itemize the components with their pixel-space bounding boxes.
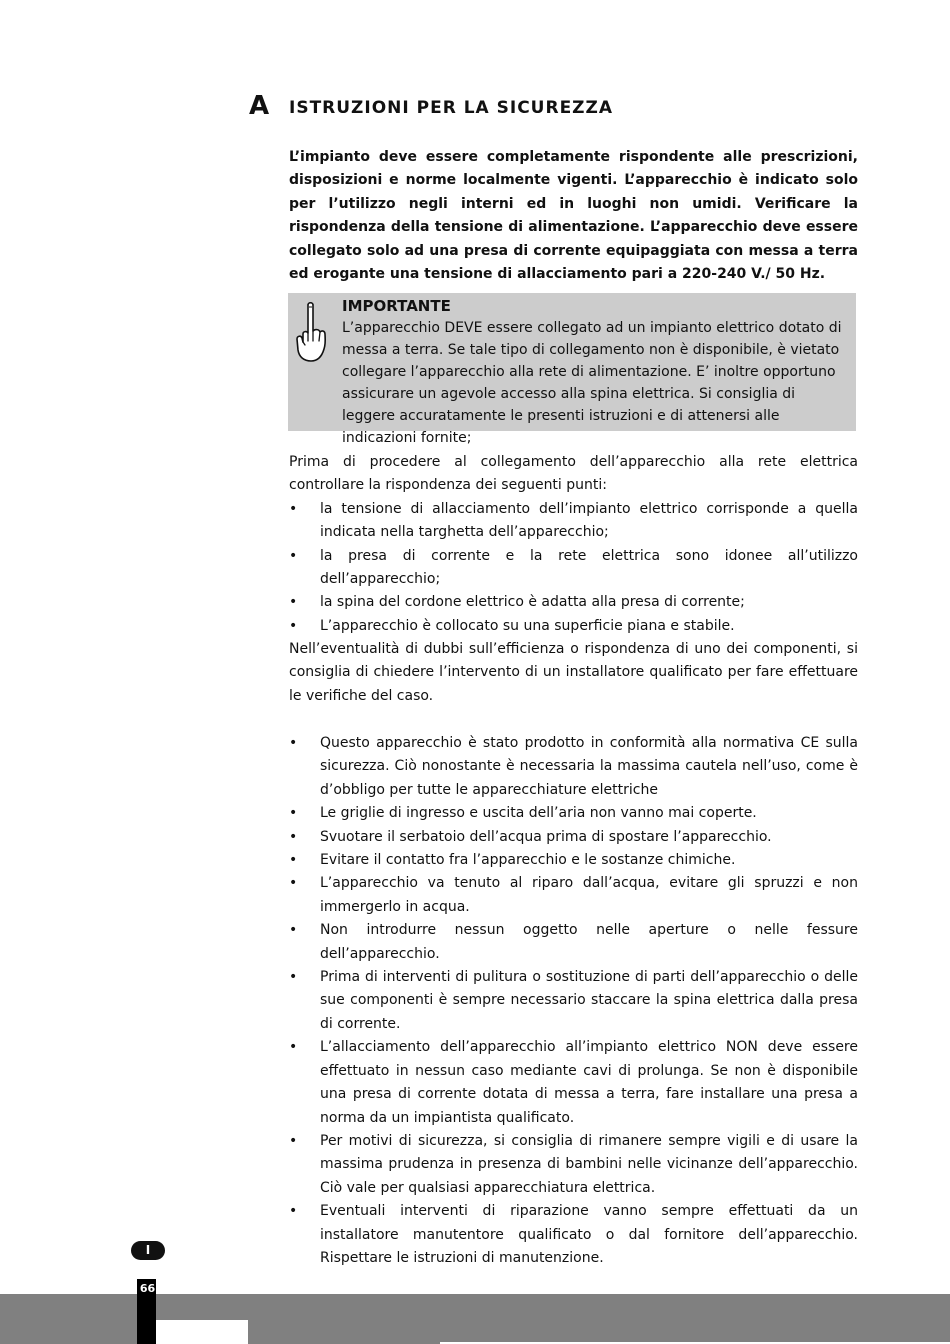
list-item: • Prima di interventi di pulitura o sostituzione di parti dell’apparecchio o delle sue componenti è sempre necessario staccare la spina elettrica dalla presa di corrente. [289, 966, 858, 1036]
list-item: • Non introdurre nessun oggetto nelle aperture o nelle fessure dell’apparecchio. [289, 919, 858, 966]
list-item: • L’apparecchio è collocato su una superficie piana e stabile. [289, 615, 858, 638]
section-title: ISTRUZIONI PER LA SICUREZZA [289, 98, 613, 118]
intro-paragraph: L’impianto deve essere completamente rispondente alle prescrizioni, disposizioni e norme localmente vigenti. L’apparecchio è indicato solo per l’utilizzo negli interni ed in luoghi non umidi. Verificare la rispondenza della tensione di alimentazione. L’apparecchio deve essere collegato solo ad una presa di corrente equipaggiata con messa a terra ed erogante una tensione di allacciamento pari a 220-240 V./ 50 Hz. [289, 149, 858, 283]
important-text: L’apparecchio DEVE essere collegato ad un impianto elettrico dotato di messa a terra. Se tale tipo di collegamento non è disponibile, è vietato collegare l’apparecchio alla rete di alimentazione. E’ inoltre opportuno assicurare un agevole accesso alla spina elettrica. Si consiglia di leggere accuratamente le presenti istruzioni e di attenersi alle indicazioni fornite; [342, 320, 842, 446]
list-item: • L’allacciamento dell’apparecchio all’impianto elettrico NON deve essere effettuato in nessun caso mediante cavi di prolunga. Se non è disponibile una presa di corrente dotata di messa a terra, fare installare una presa a norma da un impiantista qualificato. [289, 1036, 858, 1130]
preconnection-checks [289, 451, 858, 638]
list-item: • Per motivi di sicurezza, si consiglia di rimanere sempre vigili e di usare la massima prudenza in presenza di bambini nelle vicinanze dell’apparecchio. Ciò vale per qualsiasi apparecchiatura elettrica. [289, 1130, 858, 1200]
list-item: • la spina del cordone elettrico è adatta alla presa di corrente; [289, 591, 858, 614]
footer-white-block [156, 1320, 248, 1344]
list-item: • Eventuali interventi di riparazione vanno sempre effettuati da un installatore manutentore qualificato o dal fornitore dell’apparecchio. Rispettare le istruzioni di manutenzione. [289, 1200, 858, 1270]
list-item: • Evitare il contatto fra l’apparecchio e le sostanze chimiche. [289, 849, 858, 872]
list-item: • la tensione di allacciamento dell’impianto elettrico corrisponde a quella indicata nella targhetta dell’apparecchio; [289, 498, 858, 545]
list-item: • L’apparecchio va tenuto al riparo dall’acqua, evitare gli spruzzi e non immergerlo in acqua. [289, 872, 858, 919]
page-number: 66 [139, 1282, 156, 1295]
language-badge: I [131, 1241, 165, 1260]
important-title: IMPORTANTE [342, 297, 451, 315]
list-item: • Questo apparecchio è stato prodotto in conformità alla normativa CE sulla sicurezza. Ciò nonostante è necessaria la massima cautela nell’uso, come è d’obbligo per tutte le apparecchiature elettriche [289, 732, 858, 802]
list-item: • Le griglie di ingresso e uscita dell’aria non vanno mai coperte. [289, 802, 858, 825]
important-notice-box [288, 293, 856, 446]
list-item: • la presa di corrente e la rete elettrica sono idonee all’utilizzo dell’apparecchio; [289, 545, 858, 592]
list-item: • Svuotare il serbatoio dell’acqua prima di spostare l’apparecchio. [289, 826, 858, 849]
safety-list [289, 732, 858, 1270]
checks-list [289, 498, 858, 638]
section-letter: A [249, 91, 270, 121]
doubts-paragraph: Nell’eventualità di dubbi sull’efficienza o rispondenza di uno dei componenti, si consiglia di chiedere l’intervento di un installatore qualificato per fare effettuare le verifiche del caso. [289, 641, 858, 704]
checks-lead: Prima di procedere al collegamento dell’apparecchio alla rete elettrica controllare la rispondenza dei seguenti punti: [289, 454, 858, 494]
pointing-hand-icon [294, 301, 328, 365]
